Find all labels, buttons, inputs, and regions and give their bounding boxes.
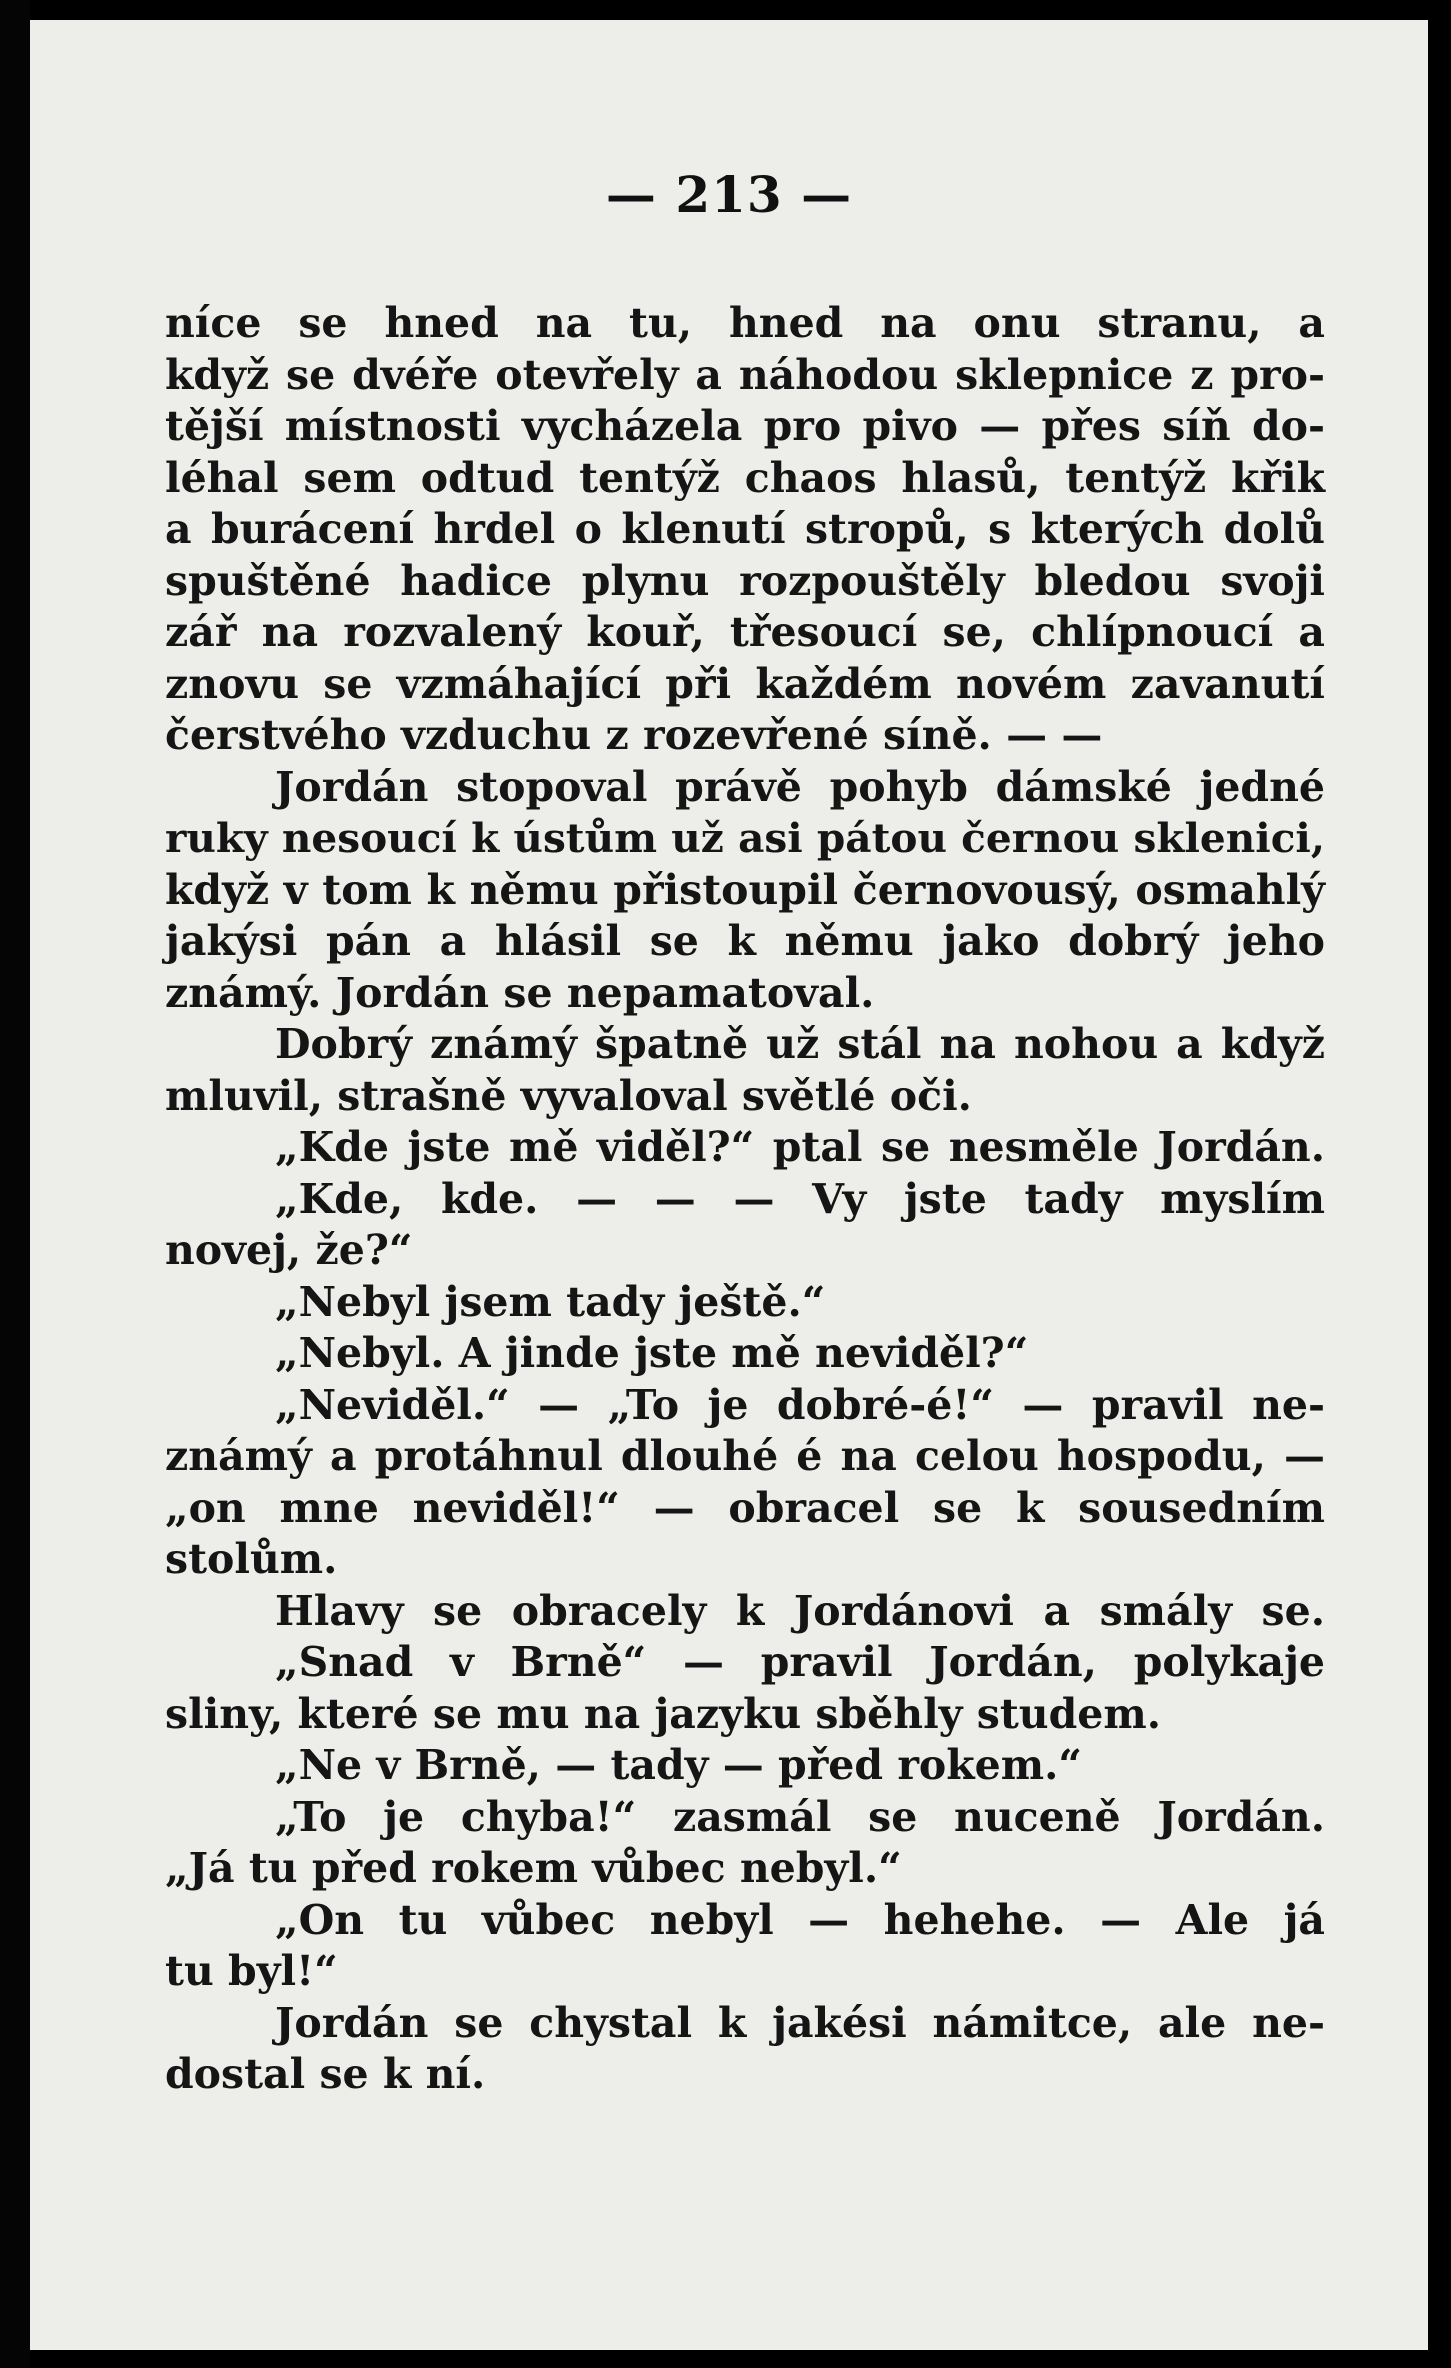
text-line: „On tu vůbec nebyl — hehehe. — Ale já <box>275 1895 1325 1944</box>
body-text <box>165 298 1325 2101</box>
text-line: známý. Jordán se nepamatoval. <box>165 968 875 1017</box>
text-line: „Ne v Brně, — tady — před rokem.“ <box>275 1741 1083 1789</box>
text-line: zář na rozvalený kouř, třesoucí se, chlípnoucí a <box>165 608 1325 656</box>
text-line: „Kde jste mě viděl?“ ptal se nesměle Jordán. <box>275 1123 1325 1171</box>
text-line: Dobrý známý špatně už stál na nohou a když <box>275 1020 1325 1068</box>
page-binding-edge <box>0 0 30 2368</box>
text-line: sliny, které se mu na jazyku sběhly studem. <box>165 1689 1161 1738</box>
text-line: tější místnosti vycházela pro pivo — přes síň do- <box>165 402 1325 450</box>
text-line: stolům. <box>165 1535 338 1583</box>
text-line: „Kde, kde. — — — Vy jste tady myslím <box>275 1174 1325 1223</box>
text-line: známý a protáhnul dlouhé é na celou hospodu, — <box>165 1432 1325 1480</box>
text-line: když se dvéře otevřely a náhodou sklepnice z pro- <box>165 350 1325 399</box>
text-line: dostal se k ní. <box>165 2050 486 2098</box>
text-line: znovu se vzmáhající při každém novém zavanutí <box>165 659 1325 708</box>
text-line: „Nebyl jsem tady ještě.“ <box>275 1277 826 1326</box>
text-line: tu byl!“ <box>165 1947 338 1995</box>
text-line: a burácení hrdel o klenutí stropů, s kterých dolů <box>165 505 1325 553</box>
text-line: spuštěné hadice plynu rozpouštěly bledou svoji <box>165 556 1325 605</box>
text-line: čerstvého vzduchu z rozevřené síně. — — <box>165 711 1103 759</box>
book-page <box>30 20 1428 2350</box>
text-line: „Neviděl.“ — „To je dobré-é!“ — pravil ne- <box>275 1380 1325 1429</box>
text-line: Jordán se chystal k jakési námitce, ale ne- <box>275 1998 1325 2047</box>
text-line: „Snad v Brně“ — pravil Jordán, polykaje <box>275 1638 1325 1686</box>
text-line: níce se hned na tu, hned na onu stranu, a <box>165 299 1325 347</box>
text-line: Jordán stopoval právě pohyb dámské jedné <box>275 762 1325 811</box>
text-line: „To je chyba!“ zasmál se nuceně Jordán. <box>275 1792 1325 1841</box>
text-line: „Nebyl. A jinde jste mě neviděl?“ <box>275 1329 1029 1377</box>
text-line: mluvil, strašně vyvaloval světlé oči. <box>165 1071 972 1120</box>
text-line: když v tom k němu přistoupil černovousý, osmahlý <box>165 865 1325 914</box>
text-line: ruky nesoucí k ústům už asi pátou černou sklenici, <box>165 814 1325 862</box>
text-line: „Já tu před rokem vůbec nebyl.“ <box>165 1844 902 1892</box>
page-number: — 213 — <box>605 165 853 224</box>
text-line: Hlavy se obracely k Jordánovi a smály se. <box>275 1586 1325 1635</box>
text-line: „on mne neviděl!“ — obracel se k sousedním <box>165 1483 1325 1532</box>
text-line: jakýsi pán a hlásil se k němu jako dobrý jeho <box>165 917 1325 965</box>
text-line: léhal sem odtud tentýž chaos hlasů, tentýž křik <box>165 453 1325 502</box>
text-line: novej, že?“ <box>165 1226 413 1274</box>
